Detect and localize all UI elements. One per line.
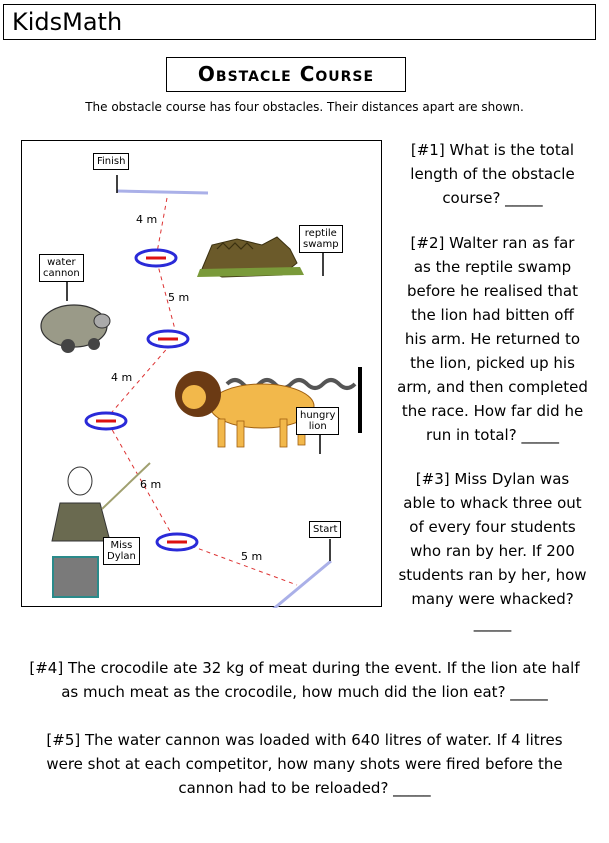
- q3-line: who ran by her. If 200: [410, 542, 575, 560]
- q5-line: were shot at each competitor, how many shots were fired before the: [46, 755, 563, 773]
- distance-label-4: 6 m: [140, 478, 162, 491]
- q3-line: of every four students: [409, 518, 576, 536]
- water-sign-line-2: cannon: [43, 268, 80, 279]
- reptile-sign-line-1: reptile: [304, 228, 337, 239]
- q2-line: before he realised that: [407, 282, 578, 300]
- q2-line: [#2] Walter ran as far: [410, 234, 575, 252]
- marker-2: [148, 331, 188, 347]
- water-sign-line-1: water: [47, 257, 76, 268]
- q4-line: as much meat as the crocodile, how much did the lion eat? _____: [61, 683, 548, 701]
- start-sign-label: Start: [313, 524, 338, 535]
- marker-1: [136, 250, 176, 266]
- q1-line: [#1] What is the total: [410, 141, 575, 159]
- question-3: [390, 467, 595, 635]
- q1-line: length of the obstacle: [410, 165, 575, 183]
- crocodile-image: [197, 237, 304, 277]
- marker-4: [157, 534, 197, 550]
- q2-line: the lion had bitten off: [411, 306, 574, 324]
- app-title: KidsMath: [12, 8, 123, 36]
- finish-line: [117, 191, 208, 193]
- reptile-swamp-sign: [299, 225, 343, 253]
- q3-line: _____: [473, 614, 512, 632]
- q3-line: [#3] Miss Dylan was: [415, 470, 570, 488]
- q2-line: run in total? _____: [426, 426, 559, 444]
- question-5: [0, 728, 609, 800]
- dylan-sign-line-1: Miss: [110, 540, 133, 551]
- q5-line: [#5] The water cannon was loaded with 640 litres of water. If 4 litres: [46, 731, 563, 749]
- question-4: [0, 656, 609, 704]
- app-header: [3, 4, 596, 40]
- water-cannon-image: [41, 305, 110, 353]
- q2-line: arm, and then completed: [397, 378, 588, 396]
- miss-dylan-image: [52, 463, 150, 597]
- q2-line: as the reptile swamp: [413, 258, 572, 276]
- q2-line: his arm. He returned to: [404, 330, 581, 348]
- start-line: [271, 561, 331, 608]
- dylan-sign-line-2: Dylan: [107, 551, 136, 562]
- miss-dylan-sign: [103, 537, 140, 565]
- q3-line: able to whack three out: [403, 494, 582, 512]
- reptile-sign-line-2: swamp: [303, 239, 339, 250]
- lion-sign-line-2: lion: [308, 421, 327, 432]
- q2-line: the lion, picked up his: [410, 354, 575, 372]
- q3-line: many were whacked?: [411, 590, 574, 608]
- distance-label-3: 4 m: [111, 371, 133, 384]
- distance-label-5: 5 m: [241, 550, 263, 563]
- page-title: Obstacle Course: [166, 57, 406, 92]
- finish-sign-label: Finish: [97, 156, 126, 167]
- q5-line: cannon had to be reloaded? _____: [178, 779, 431, 797]
- q3-line: students ran by her, how: [398, 566, 587, 584]
- q2-line: the race. How far did he: [401, 402, 584, 420]
- finish-sign: [93, 153, 129, 170]
- hungry-lion-sign: [296, 407, 339, 435]
- q1-line: course? _____: [442, 189, 543, 207]
- obstacle-diagram: [21, 140, 382, 607]
- question-2: [390, 231, 595, 447]
- distance-label-1: 4 m: [136, 213, 158, 226]
- question-1: [390, 138, 595, 210]
- distance-label-2: 5 m: [168, 291, 190, 304]
- intro-text: The obstacle course has four obstacles. Their distances apart are shown.: [85, 100, 524, 114]
- start-sign: [309, 521, 341, 538]
- q4-line: [#4] The crocodile ate 32 kg of meat during the event. If the lion ate half: [29, 659, 580, 677]
- water-cannon-sign: [39, 254, 84, 282]
- lion-sign-line-1: hungry: [300, 410, 336, 421]
- marker-3: [86, 413, 126, 429]
